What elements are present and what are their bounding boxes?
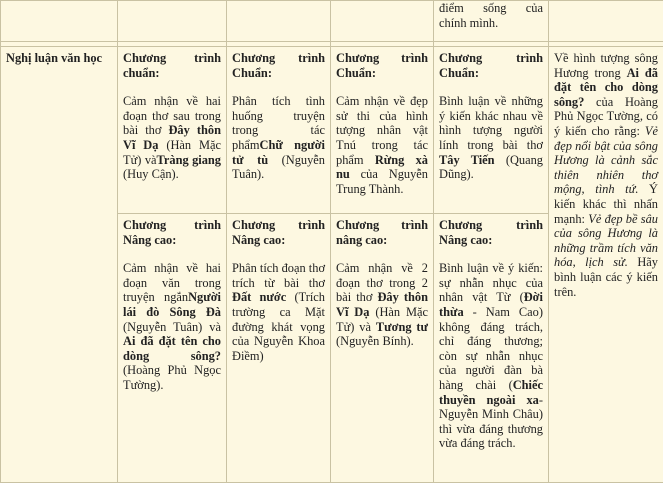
cell-c5 xyxy=(549,47,663,483)
cell-empty xyxy=(227,1,331,42)
cell-heading: Chương trình xyxy=(232,218,325,233)
cell-r2-c1 xyxy=(118,214,227,483)
cell-text: Bình luận về những ý kiến khác nhau về hình tượng người lính trong bài thơ Tây Tiến (Quang Dũng). xyxy=(439,94,543,182)
cell-text: Cảm nhận về hai đoạn thơ sau trong bài thơ Đây thôn Vĩ Dạ (Hàn Mặc Tử) vàTràng giang (Huy Cận). xyxy=(123,94,221,182)
cell-r2-c3 xyxy=(331,214,434,483)
cell-r2-c4 xyxy=(434,214,549,483)
cell-r1-c4 xyxy=(434,47,549,214)
cell-heading: Nâng cao: xyxy=(439,233,543,248)
cell-text: Cảm nhận về đẹp sử thi của hình tượng nhân vật Tnú trong tác phẩm Rừng xà nu của Nguyễn Trung Thành. xyxy=(336,94,428,196)
cell-heading: Chương trình xyxy=(336,218,428,233)
cell-text: Về hình tượng sông Hương trong Ai đã đặt tên cho dòng sông? của Hoàng Phủ Ngọc Tường, có ý kiến cho rằng: Vẻ đẹp nổi bật của sông Hương là cảnh sắc thiên nhiên thơ mộng, tình tứ. Ý kiến khác thì nhấn mạnh: Vẻ đẹp bề sâu của sông Hương là những trầm tích văn hóa, lịch sử. Hãy bình luận các ý kiến trên. xyxy=(554,51,658,299)
cell-empty xyxy=(1,1,118,42)
cell-text: Phân tích tình huống truyện trong tác phẩmChữ người tử tù (Nguyễn Tuân). xyxy=(232,94,325,182)
cell-heading: nâng cao: xyxy=(336,233,428,248)
cell-r1-c3 xyxy=(331,47,434,214)
cell-heading: Chuẩn: xyxy=(336,66,428,81)
cell-empty xyxy=(549,1,663,42)
cell-heading: Chương trình xyxy=(336,51,428,66)
continuation-line-2: chính mình. xyxy=(439,16,543,31)
cell-text: Bình luận về ý kiến: sự nhẫn nhục của nhân vật Từ (Đời thừa - Nam Cao) không đáng trách, chỉ đáng thương; còn sự nhẫn nhục của người đàn bà hàng chài (Chiếc thuyền ngoài xa- Nguyễn Minh Châu) thì vừa đáng thương vừa đáng trách. xyxy=(439,261,543,451)
cell-r1-c2 xyxy=(227,47,331,214)
cell-text: Phân tích đoạn thơ trích từ bài thơ Đất nước (Trích trường ca Mặt đường khát vọng của Nguyễn Khoa Điềm) xyxy=(232,261,325,363)
cell-heading: Chương trình xyxy=(439,51,543,66)
cell-heading: Chương trình xyxy=(232,51,325,66)
cell-heading: Nâng cao: xyxy=(123,233,221,248)
cell-heading: chuẩn: xyxy=(123,66,221,81)
cell-text: Cảm nhận về 2 đoạn thơ trong 2 bài thơ Đây thôn Vĩ Dạ (Hàn Mặc Tử) và Tương tư (Nguyễn Bính). xyxy=(336,261,428,349)
table-row-1 xyxy=(1,47,663,214)
cell-heading: Chuẩn: xyxy=(232,66,325,81)
table-row-top xyxy=(1,1,663,42)
cell-top-continuation xyxy=(434,1,549,42)
cell-r1-c1 xyxy=(118,47,227,214)
cell-heading: Chương trình xyxy=(439,218,543,233)
continuation-line-1: điểm sống của xyxy=(439,1,543,16)
cell-empty xyxy=(118,1,227,42)
cell-heading: Nâng cao: xyxy=(232,233,325,248)
cell-heading: Chương trình xyxy=(123,51,221,66)
cell-heading: Chuẩn: xyxy=(439,66,543,81)
section-label: Nghị luận văn học xyxy=(6,51,102,65)
section-label-cell xyxy=(1,47,118,483)
cell-heading: Chương trình xyxy=(123,218,221,233)
cell-text: Cảm nhận về hai đoạn văn trong truyện ngắnNgười lái đò Sông Đà (Nguyễn Tuân) và Ai đã đặt tên cho dòng sông? (Hoàng Phủ Ngọc Tường). xyxy=(123,261,221,392)
cell-empty xyxy=(331,1,434,42)
cell-r2-c2 xyxy=(227,214,331,483)
